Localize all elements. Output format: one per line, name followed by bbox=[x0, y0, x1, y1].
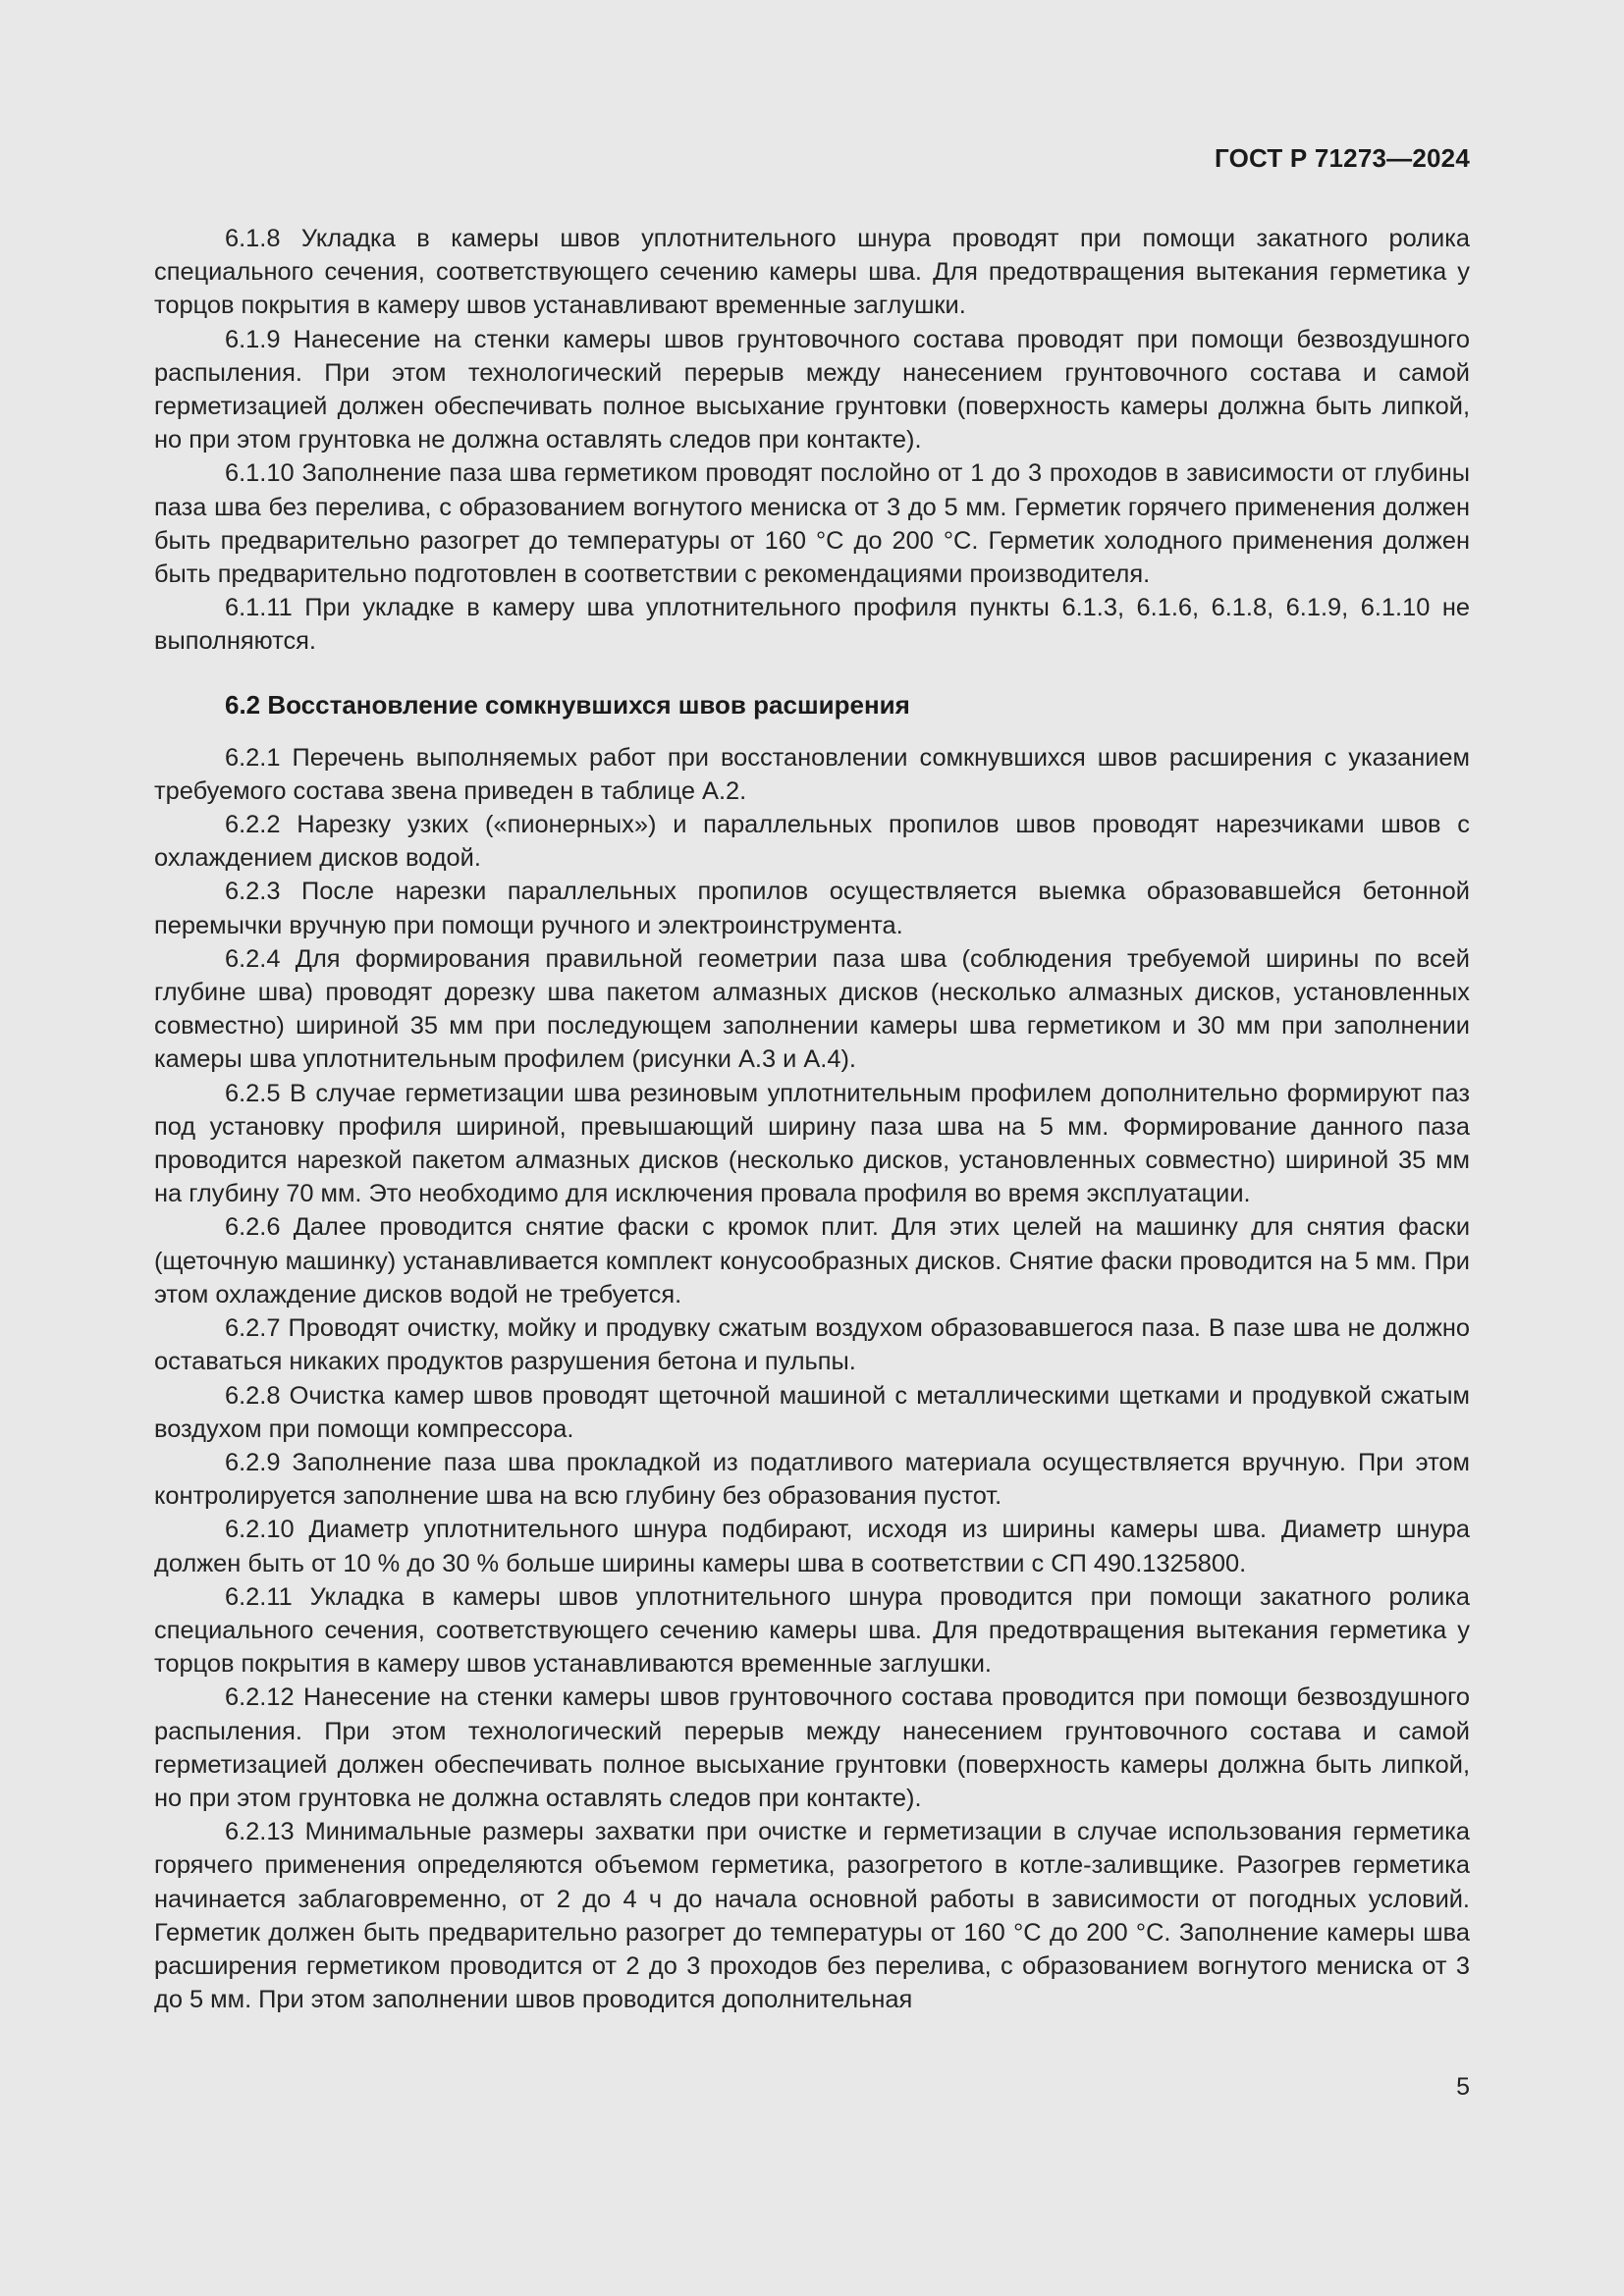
paragraph-6-2-1: 6.2.1 Перечень выполняемых работ при восстановлении сомкнувшихся швов расширения с указанием требуемого состава звена приведен в таблице А.2. bbox=[154, 743, 1470, 805]
paragraph-6-2-10: 6.2.10 Диаметр уплотнительного шнура подбирают, исходя из ширины камеры шва. Диаметр шнура должен быть от 10 % до 30 % больше ширины камеры шва в соответствии с СП 490.1325800. bbox=[154, 1516, 1470, 1577]
paragraph-6-1-10: 6.1.10 Заполнение паза шва герметиком проводят послойно от 1 до 3 проходов в зависимости от глубины паза шва без перелива, с образованием вогнутого мениска от 3 до 5 мм. Герметик горячего применения должен быть предварительно разогрет до температуры от 160 °С до 200 °С. Герметик холодного применения должен быть предварительно подготовлен в соответствии с рекомендациями производителя. bbox=[154, 459, 1470, 589]
paragraph-6-2-8: 6.2.8 Очистка камер швов проводят щеточной машиной с металлическими щетками и продувкой сжатым воздухом при помощи компрессора. bbox=[154, 1381, 1470, 1443]
paragraph-6-2-9: 6.2.9 Заполнение паза шва прокладкой из податливого материала осуществляется вручную. При этом контролируется заполнение шва на всю глубину без образования пустот. bbox=[154, 1448, 1470, 1511]
paragraph-6-1-11: 6.1.11 При укладке в камеру шва уплотнительного профиля пункты 6.1.3, 6.1.6, 6.1.8, 6.1.9, 6.1.10 не выполняются. bbox=[154, 594, 1470, 656]
paragraph-6-2-2: 6.2.2 Нарезку узких («пионерных») и параллельных пропилов швов проводят нарезчиками швов с охлаждением дисков водой. bbox=[154, 811, 1470, 873]
paragraph-6-2-13: 6.2.13 Минимальные размеры захватки при очистке и герметизации в случае использования герметика горячего применения определяются объемом герметика, разогретого в котле-заливщике. Разогрев герметика начинается заблаговременно, от 2 до 4 ч до начала основной работы в зависимости от погодных условий. Герметик должен быть предварительно разогрет до температуры от 160 °С до 200 °С. Заполнение камеры шва расширения герметиком проводится от 2 до 3 проходов без перелива, с образованием вогнутого мениска от 3 до 5 мм. При этом заполнении швов проводится дополнительная bbox=[154, 1818, 1470, 2014]
page-number: 5 bbox=[1456, 2073, 1470, 2101]
paragraph-6-1-8: 6.1.8 Укладка в камеры швов уплотнительного шнура проводят при помощи закатного ролика специального сечения, соответствующего сечению камеры шва. Для предотвращения вытекания герметика у торцов покрытия в камеру швов устанавливают временные заглушки. bbox=[154, 225, 1470, 320]
paragraph-6-2-6: 6.2.6 Далее проводится снятие фаски с кромок плит. Для этих целей на машинку для снятия фаски (щеточную машинку) устанавливается комплект конусообразных дисков. Снятие фаски проводится на 5 мм. При этом охлаждение дисков водой не требуется. bbox=[154, 1213, 1470, 1308]
paragraph-6-2-7: 6.2.7 Проводят очистку, мойку и продувку сжатым воздухом образовавшегося паза. В пазе шва не должно оставаться никаких продуктов разрушения бетона и пульпы. bbox=[154, 1314, 1470, 1376]
paragraph-6-2-3: 6.2.3 После нарезки параллельных пропилов осуществляется выемка образовавшейся бетонной перемычки вручную при помощи ручного и электроинструмента. bbox=[154, 878, 1470, 939]
document-body bbox=[154, 222, 1470, 2016]
paragraph-6-2-12: 6.2.12 Нанесение на стенки камеры швов грунтовочного состава проводится при помощи безвоздушного распыления. При этом технологический перерыв между нанесением грунтовочного состава и самой герметизацией должен обеспечивать полное высыхание грунтовки (поверхность камеры должна быть липкой, но при этом грунтовка не должна оставлять следов при контакте). bbox=[154, 1683, 1470, 1812]
document-code-header: ГОСТ Р 71273—2024 bbox=[1215, 143, 1470, 173]
paragraph-6-2-11: 6.2.11 Укладка в камеры швов уплотнительного шнура проводится при помощи закатного ролика специального сечения, соответствующего сечению камеры шва. Для предотвращения вытекания герметика у торцов покрытия в камеру швов устанавливаются временные заглушки. bbox=[154, 1582, 1470, 1679]
section-heading-6-2: 6.2 Восстановление сомкнувшихся швов расширения bbox=[225, 689, 910, 720]
paragraph-6-2-4: 6.2.4 Для формирования правильной геометрии паза шва (соблюдения требуемой ширины по всей глубине шва) проводят дорезку шва пакетом алмазных дисков (несколько алмазных дисков, установленных совместно) шириной 35 мм при последующем заполнении камеры шва герметиком и 30 мм при заполнении камеры шва уплотнительным профилем (рисунки А.3 и А.4). bbox=[154, 944, 1470, 1074]
paragraph-6-1-9: 6.1.9 Нанесение на стенки камеры швов грунтовочного состава проводят при помощи безвоздушного распыления. При этом технологический перерыв между нанесением грунтовочного состава и самой герметизацией должен обеспечивать полное высыхание грунтовки (поверхность камеры должна быть липкой, но при этом грунтовка не должна оставлять следов при контакте). bbox=[154, 325, 1470, 454]
paragraph-6-2-5: 6.2.5 В случае герметизации шва резиновым уплотнительным профилем дополнительно формируют паз под установку профиля шириной, превышающий ширину паза шва на 5 мм. Формирование данного паза проводится нарезкой пакетом алмазных дисков (несколько дисков, установленных совместно) шириной 35 мм на глубину 70 мм. Это необходимо для исключения провала профиля во время эксплуатации. bbox=[154, 1079, 1470, 1208]
